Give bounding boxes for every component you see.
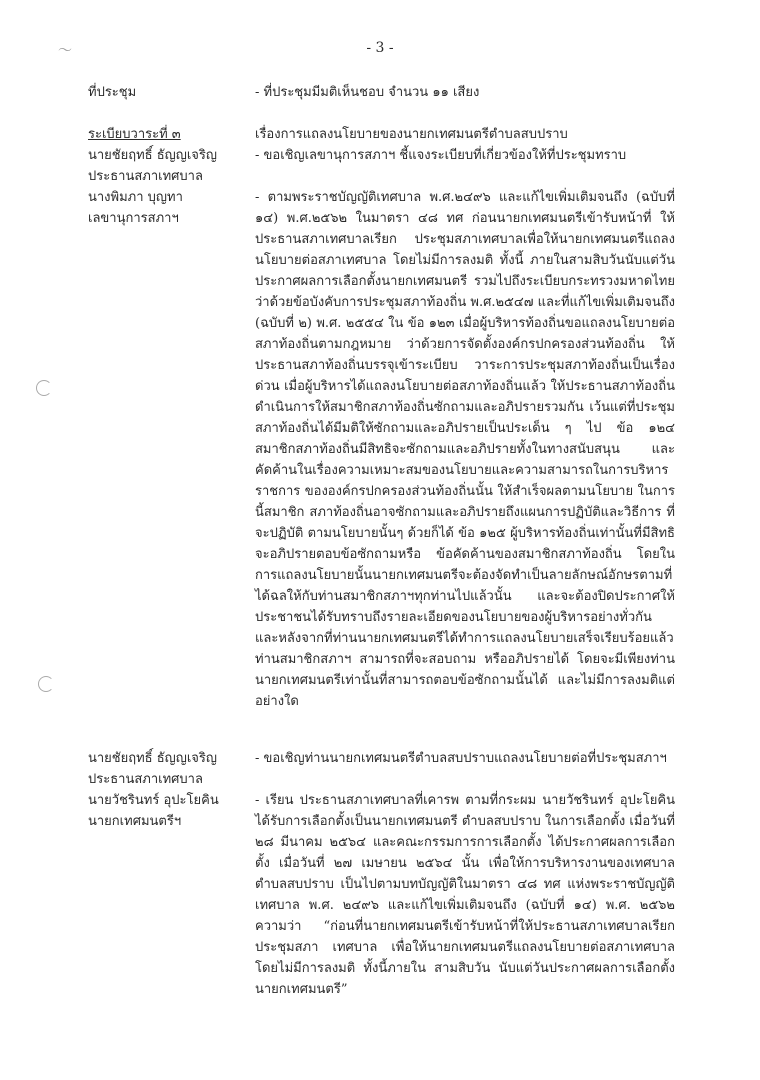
resolution-text: - ที่ประชุมมีมติเห็นชอบ จำนวน ๑๑ เสียง [255, 85, 480, 100]
speaker-name: นายชัยฤทธิ์ ธัญญเจริญ [88, 148, 217, 163]
scan-mark: 〜 [58, 43, 72, 59]
speaker-role: นายกเทศมนตรีฯ [88, 814, 182, 829]
punch-hole-mark [38, 676, 54, 692]
paragraph: - เรียน ประธานสภาเทศบาลที่เคารพ ตามที่กระผม นายวัชรินทร์ อุปะโยคิน ได้รับการเลือกตั้งเป็นนายกเทศมนตรี ตำบลสบปราบ ในการเลือกตั้ง เมื่อวันที่ ๒๘ มีนาคม ๒๕๖๔ และคณะกรรมการการเลือกตั้ง ได้ประกาศผลการเลือกตั้ง เมื่อวันที่ ๒๗ เมษายน ๒๕๖๔ นั้น เพื่อให้การบริหารงานของเทศบาลตำบลสบปราบ เป็นไปตามบทบัญญัติในมาตรา ๔๘ ทศ แห่งพระราชบัญญัติเทศบาล พ.ศ. ๒๔๙๖ และแก้ไขเพิ่มเติมจนถึง (ฉบับที่ ๑๔) พ.ศ. ๒๕๖๒ ความว่า “ก่อนที่นายกเทศมนตรีเข้ารับหน้าที่ให้ประธานสภาเทศบาลเรียกประชุมสภา เทศบาล เพื่อให้นายกเทศมนตรีแถลงนโยบายต่อสภาเทศบาล โดยไม่มีการลงมติ ทั้งนี้ภายใน สามสิบวัน นับแต่วันประกาศผลการเลือกตั้งนายกเทศมนตรี” [255, 793, 675, 997]
section-2-content [255, 124, 675, 712]
section-3-labels [88, 748, 243, 832]
page-number: - 3 - [366, 40, 394, 56]
speaker-role: ประธานสภาเทศบาล [88, 772, 203, 787]
paragraph: - ขอเชิญท่านนายกเทศมนตรีตำบลสบปราบแถลงนโยบายต่อที่ประชุมสภาฯ [255, 751, 667, 766]
agenda-title: เรื่องการแถลงนโยบายของนายกเทศมนตรีตำบลสบปราบ [255, 127, 568, 142]
speaker-name: นางพิมภา บุญทา [88, 190, 183, 205]
paragraph: - ขอเชิญเลขานุการสภาฯ ชี้แจงระเบียบที่เกี่ยวข้องให้ที่ประชุมทราบ [255, 148, 627, 163]
speaker-role: เลขานุการสภาฯ [88, 211, 179, 226]
paragraph: - ตามพระราชบัญญัติเทศบาล พ.ศ.๒๔๙๖ และแก้ไขเพิ่มเติมจนถึง (ฉบับที่ ๑๔) พ.ศ.๒๕๖๒ ในมาตรา ๔๘ ทศ ก่อนนายกเทศมนตรีเข้ารับหน้าที่ ให้ประธานสภาเทศบาลเรียก ประชุมสภาเทศบาลเพื่อให้นายกเทศมนตรีแถลงนโยบายต่อสภาเทศบาล โดยไม่มีการลงมติ ทั้งนี้ ภายในสามสิบวันนับแต่วันประกาศผลการเลือกตั้งนายกเทศมนตรี รวมไปถึงระเบียบกระทรวงมหาดไทยว่าด้วยข้อบังคับการประชุมสภาท้องถิ่น พ.ศ.๒๕๔๗ และที่แก้ไขเพิ่มเติมจนถึง (ฉบับที่ ๒) พ.ศ. ๒๕๕๔ ใน ข้อ ๑๒๓ เมื่อผู้บริหารท้องถิ่นขอแถลงนโยบายต่อสภาท้องถิ่นตามกฎหมาย ว่าด้วยการจัดตั้งองค์กรปกครองส่วนท้องถิ่น ให้ประธานสภาท้องถิ่นบรรจุเข้าระเบียบ วาระการประชุมสภาท้องถิ่นเป็นเรื่องด่วน เมื่อผู้บริหารได้แถลงนโยบายต่อสภาท้องถิ่นแล้ว ให้ประธานสภาท้องถิ่นดำเนินการให้สมาชิกสภาท้องถิ่นซักถามและอภิปรายรวมกัน เว้นแต่ที่ประชุม สภาท้องถิ่นได้มีมติให้ซักถามและอภิปรายเป็นประเด็น ๆ ไป ข้อ ๑๒๔ สมาชิกสภาท้องถิ่นมีสิทธิจะซักถามและอภิปรายทั้งในทางสนับสนุน และคัดค้านในเรื่องความเหมาะสมของนโยบายและความสามารถในการบริหารราชการ ขององค์กรปกครองส่วนท้องถิ่นนั้น ให้สำเร็จผลตามนโยบาย ในการนี้สมาชิก สภาท้องถิ่นอาจซักถามและอภิปรายถึงแผนการปฏิบัติและวิธีการ ที่จะปฏิบัติ ตามนโยบายนั้นๆ ด้วยก็ได้ ข้อ ๑๒๕ ผู้บริหารท้องถิ่นเท่านั้นที่มีสิทธิจะอภิปรายตอบข้อซักถามหรือ ข้อคัดค้านของสมาชิกสภาท้องถิ่น โดยในการแถลงนโยบายนั้นนายกเทศมนตรีจะต้องจัดทำเป็นลายลักษณ์อักษรตามที่ได้ฉลให้กับท่านสมาชิกสภาฯทุกท่านไปแล้วนั้น และจะต้องปิดประกาศให้ประชาชนได้รับทราบถึงรายละเอียดของนโยบายของผู้บริหารอย่างทั่วกัน และหลังจากที่ท่านนายกเทศมนตรีได้ทำการแถลงนโยบายเสร็จเรียบร้อยแล้ว ท่านสมาชิกสภาฯ สามารถที่จะสอบถาม หรืออภิปรายได้ โดยจะมีเพียงท่านนายกเทศมนตรีเท่านั้นที่สามารถตอบข้อซักถามนั้นได้ และไม่มีการลงมติแต่อย่างใด [255, 190, 675, 709]
speaker-role: ประธานสภาเทศบาล [88, 169, 203, 184]
section-1-content [255, 82, 675, 103]
section-2-labels [88, 124, 243, 229]
agenda-heading: ระเบียบวาระที่ ๓ [88, 127, 181, 142]
speaker-name: นายชัยฤทธิ์ ธัญญเจริญ [88, 751, 217, 766]
speaker-name: นายวัชรินทร์ อุปะโยคิน [88, 793, 219, 808]
punch-hole-mark [36, 380, 52, 396]
speaker-label: ที่ประชุม [88, 85, 137, 100]
section-1-labels [88, 82, 243, 103]
section-3-content [255, 748, 675, 1000]
